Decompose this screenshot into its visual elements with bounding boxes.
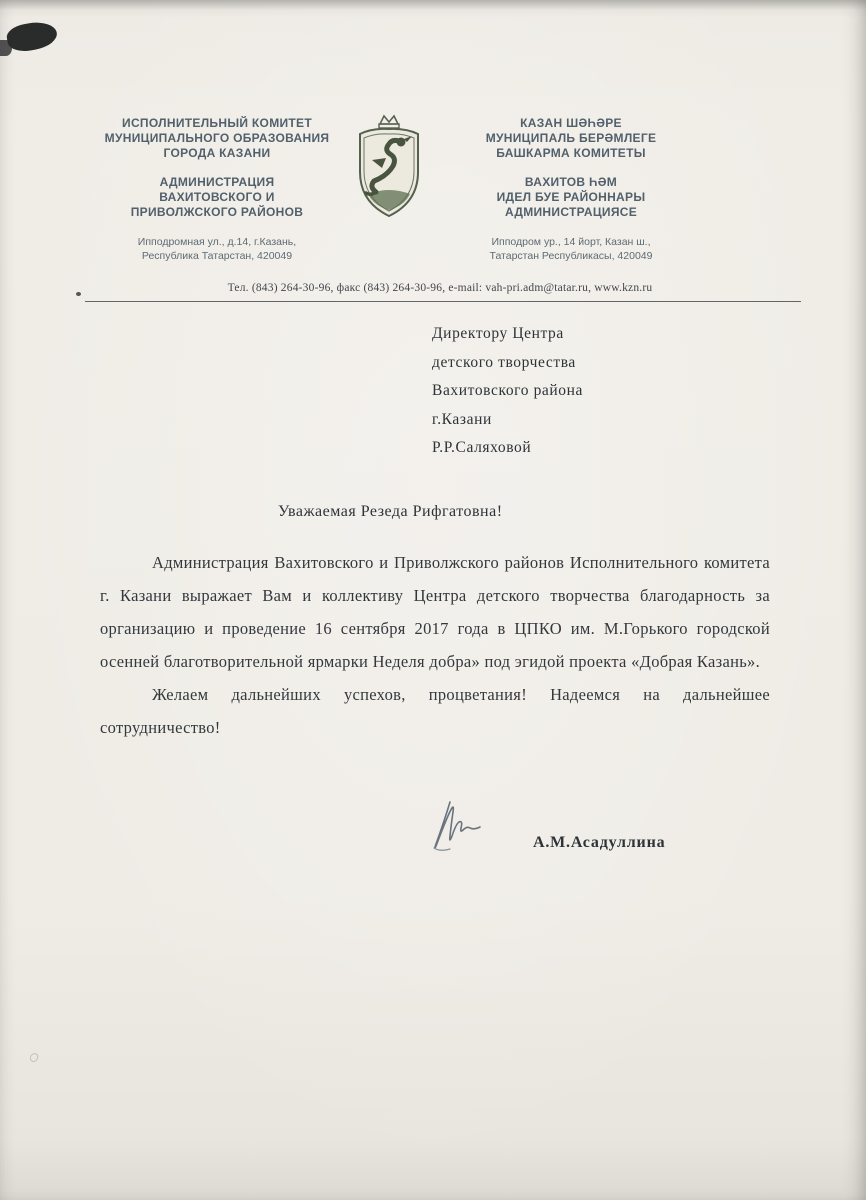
admin-name-line: ВАХИТОВ ҺӘМ: [524, 175, 618, 189]
scan-ink-blot-edge: [0, 40, 12, 56]
org-name-line: КАЗАН ШӘҺӘРЕ: [520, 116, 622, 130]
recipient-line: г.Казани: [432, 410, 492, 428]
scan-speck-lower: [29, 1052, 39, 1063]
scan-edge-shadow: [0, 0, 866, 10]
org-name-line: ИСПОЛНИТЕЛЬНЫЙ КОМИТЕТ: [122, 116, 312, 130]
letterhead-divider-rule: [85, 301, 801, 302]
admin-name-line: ИДЕЛ БУЕ РАЙОННАРЫ: [496, 190, 646, 204]
salutation: Уважаемая Резеда Рифгатовна!: [278, 503, 503, 520]
admin-name-line: ПРИВОЛЖСКОГО РАЙОНОВ: [130, 205, 304, 219]
handwritten-signature-icon: [406, 792, 506, 864]
scan-speck: [76, 292, 81, 296]
admin-name-line: АДМИНИСТРАЦИЯ: [159, 175, 275, 189]
letter-body: [100, 546, 770, 744]
recipient-block: [432, 320, 583, 463]
kazan-coat-of-arms-icon: [352, 112, 426, 222]
letterhead-right-column: [452, 116, 690, 263]
contact-info-line: Тел. (843) 264-30-96, факс (843) 264-30-96, e-mail: vah-pri.adm@tatar.ru, www.kzn.ru: [227, 282, 653, 294]
body-paragraph: Желаем дальнейших успехов, процветания! Надеемся на дальнейшее сотрудничество!: [100, 685, 770, 737]
address-line: Ипподром ур., 14 йорт, Казан ш.,: [491, 236, 651, 248]
org-name-line: БАШКАРМА КОМИТЕТЫ: [496, 146, 646, 160]
recipient-line: Директору Центра: [432, 325, 564, 342]
address-line: Татарстан Республикасы, 420049: [489, 249, 653, 262]
scan-ink-blot: [5, 19, 59, 54]
admin-name-line: АДМИНИСТРАЦИЯСЕ: [504, 205, 638, 219]
recipient-line: детского творчества: [432, 353, 576, 371]
letterhead-left-column: [92, 116, 342, 263]
recipient-line: Вахитовского района: [432, 382, 584, 399]
org-name-line: МУНИЦИПАЛЬНОГО ОБРАЗОВАНИЯ: [104, 131, 330, 145]
address-line: Республика Татарстан, 420049: [141, 249, 293, 262]
org-name-line: МУНИЦИПАЛЬ БЕРӘМЛЕГЕ: [485, 131, 657, 145]
recipient-line: Р.Р.Саляховой: [432, 439, 532, 456]
admin-name-line: ВАХИТОВСКОГО И: [159, 190, 275, 204]
body-paragraph: Администрация Вахитовского и Приволжского районов Исполнительного комитета г. Казани выражает Вам и коллективу Центра детского творчества благодарность за организацию и проведение 16 сентября 2017 года в ЦПКО им. М.Горького городской осенней благотворительной ярмарки Неделя добра» под эгидой проекта «Добрая Казань».: [100, 553, 770, 671]
address-line: Ипподромная ул., д.14, г.Казань,: [137, 236, 297, 248]
org-name-line: ГОРОДА КАЗАНИ: [163, 146, 271, 160]
signatory-name: А.М.Асадуллина: [533, 834, 666, 851]
